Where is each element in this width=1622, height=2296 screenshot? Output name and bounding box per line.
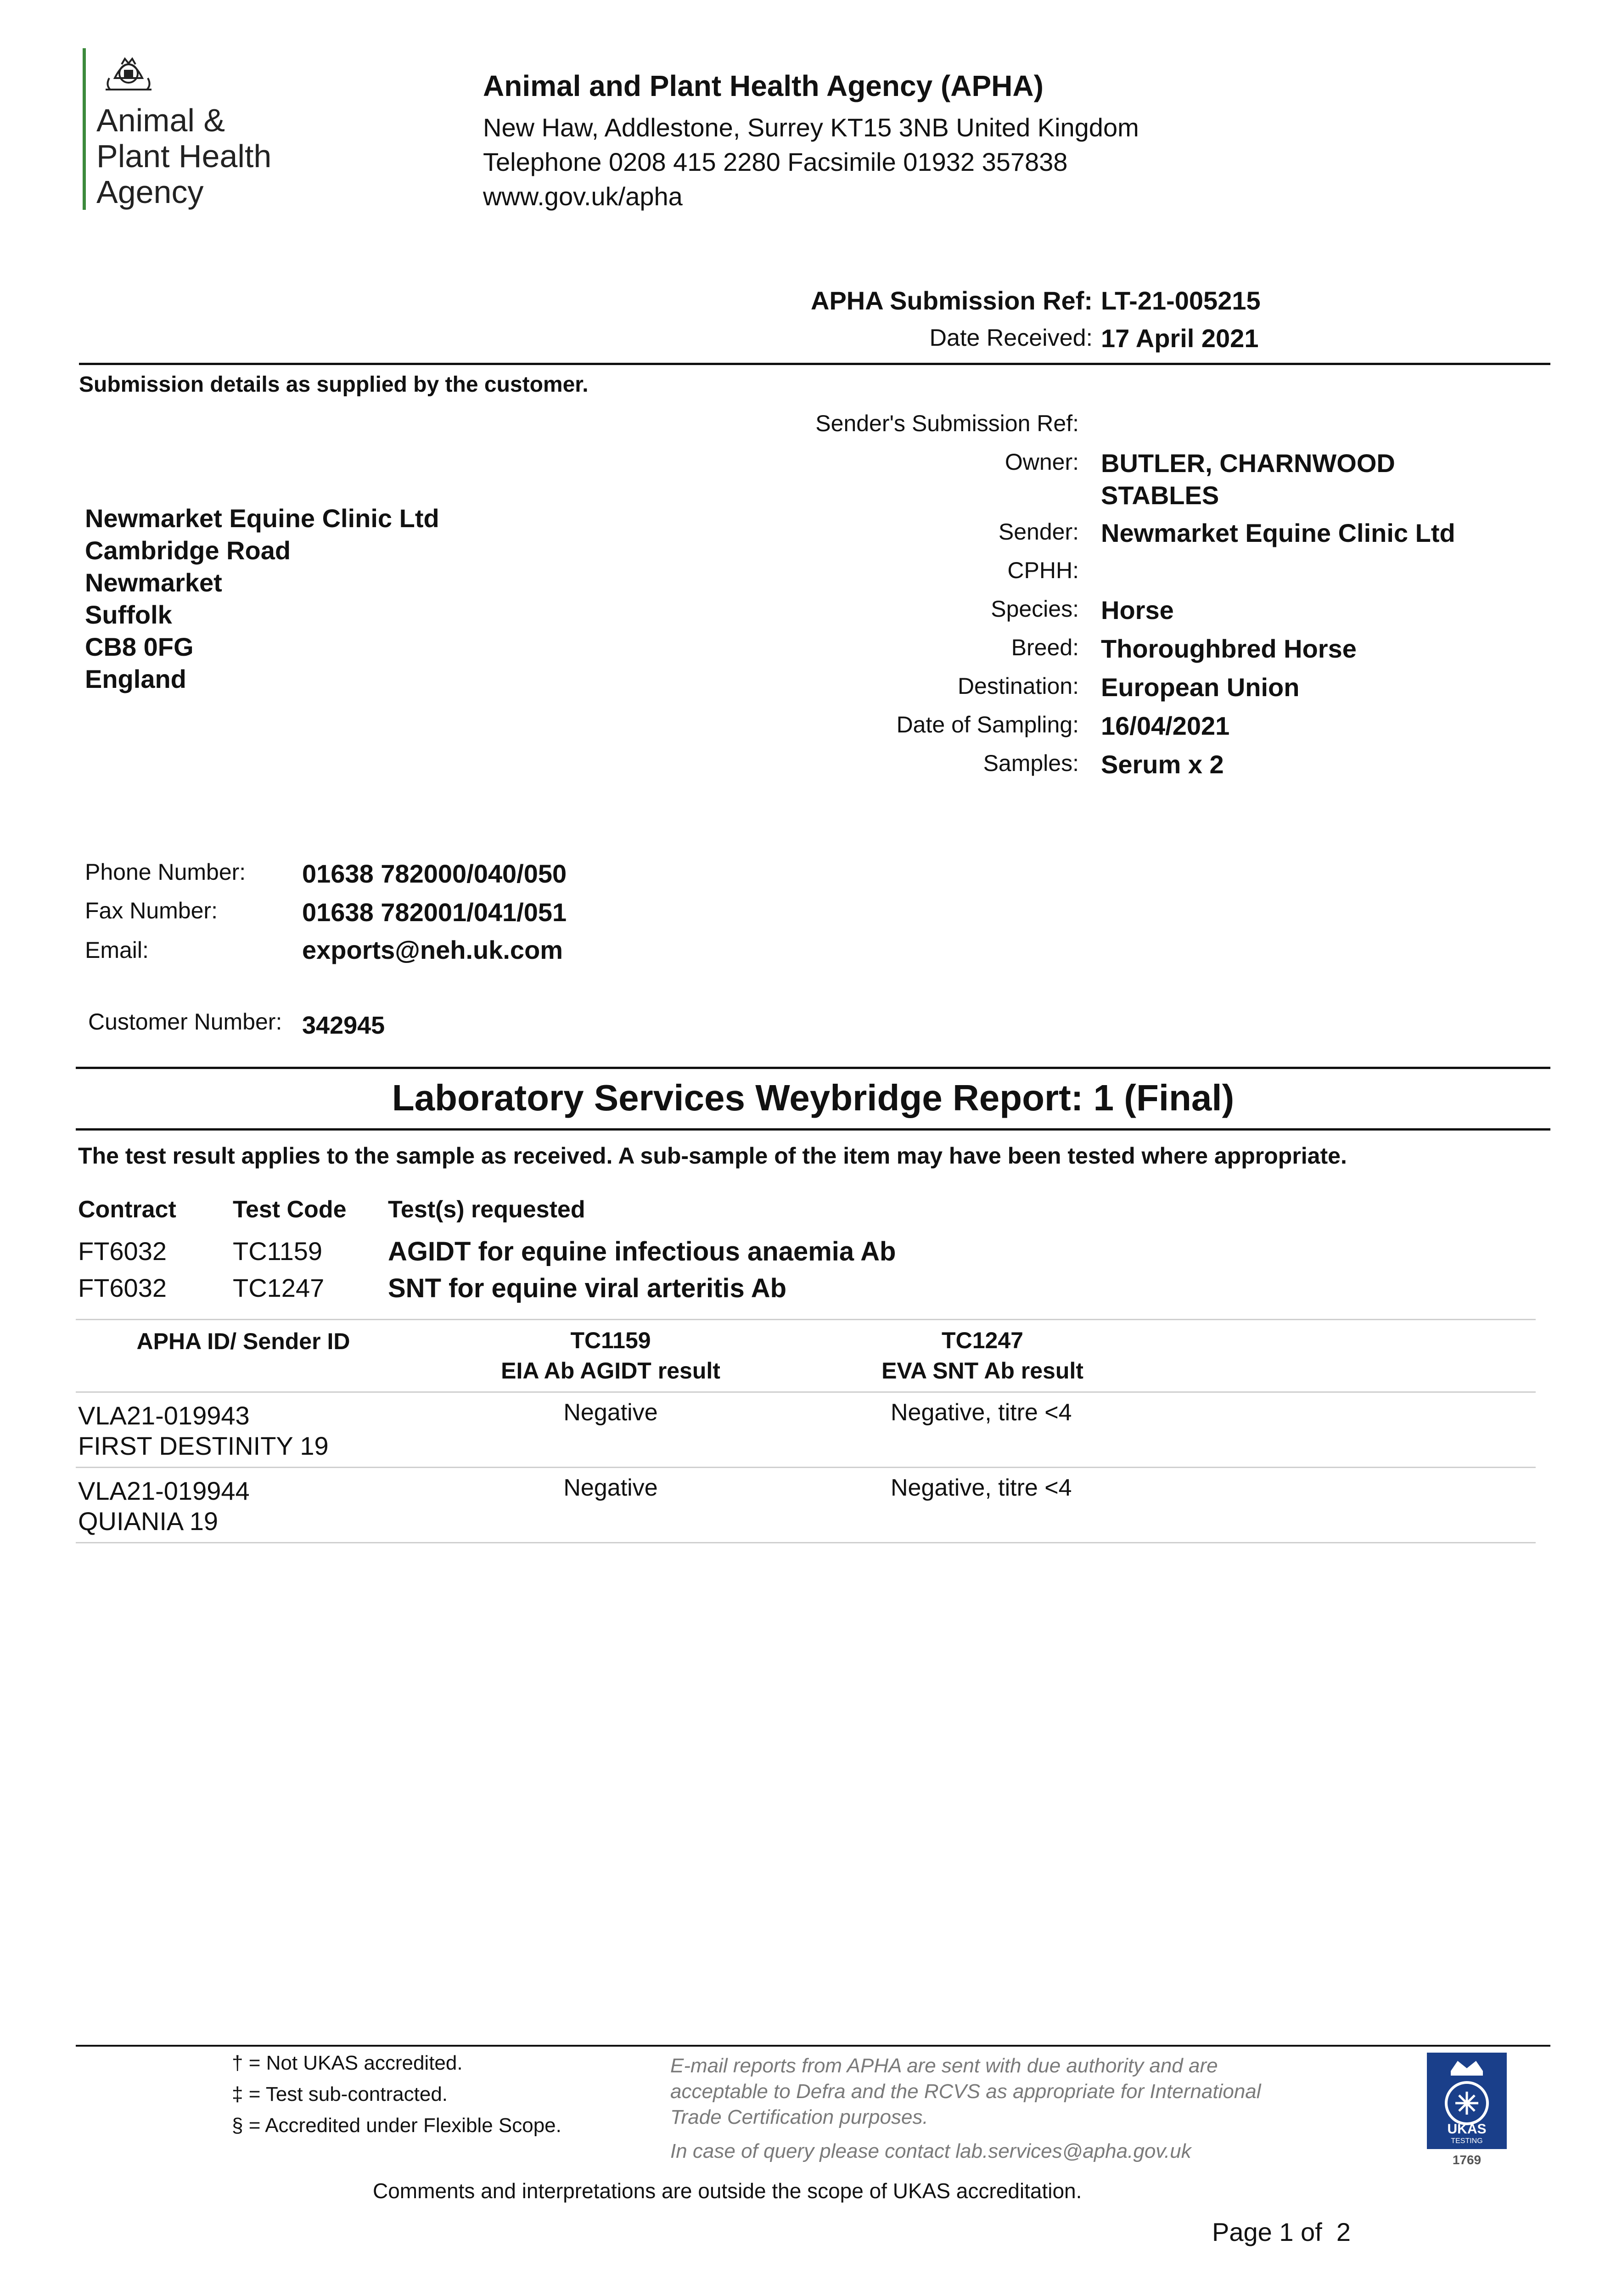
date-received-value: 17 April 2021 [1101, 324, 1259, 353]
legend-line: § = Accredited under Flexible Scope. [232, 2114, 561, 2137]
customer-number-label: Customer Number: [88, 1009, 282, 1035]
sampling-date-value: 16/04/2021 [1101, 711, 1230, 740]
test-code-cell: TC1247 [233, 1273, 325, 1302]
results-header-eia-name: EIA Ab AGIDT result [501, 1358, 720, 1384]
logo-text-line1: Animal & [96, 102, 225, 138]
ukas-text: UKAS [1447, 2122, 1487, 2137]
customer-note: Submission details as supplied by the customer. [79, 372, 589, 397]
address-line: Suffolk [85, 600, 172, 629]
rule-results-row [76, 1467, 1536, 1468]
rule-report-top [76, 1067, 1550, 1069]
customer-number-value: 342945 [302, 1012, 385, 1039]
cphh-label: CPHH: [1007, 557, 1079, 583]
rule-results-top [76, 1319, 1536, 1320]
ukas-logo [1423, 2053, 1510, 2177]
rule-results-header [76, 1391, 1536, 1393]
report-note: The test result applies to the sample as received. A sub-sample of the item may have been tested where appropriate. [78, 1143, 1347, 1169]
apha-id-cell: VLA21-019943 [78, 1401, 250, 1430]
test-requested-cell: AGIDT for equine infectious anaemia Ab [388, 1237, 896, 1266]
eia-result-cell: Negative [563, 1399, 658, 1426]
eva-result-cell: Negative, titre <4 [891, 1474, 1072, 1501]
submission-ref-value: LT-21-005215 [1101, 286, 1261, 315]
email-value: exports@neh.uk.com [302, 935, 563, 964]
address-line: England [85, 664, 186, 693]
address-line: Newmarket Equine Clinic Ltd [85, 504, 439, 533]
email-label: Email: [85, 937, 149, 963]
breed-value: Thoroughbred Horse [1101, 634, 1357, 663]
ukas-sub: TESTING [1451, 2137, 1483, 2145]
owner-value-line1: BUTLER, CHARNWOOD [1101, 449, 1395, 478]
destination-label: Destination: [957, 673, 1079, 699]
samples-label: Samples: [983, 750, 1079, 776]
species-value: Horse [1101, 596, 1174, 625]
contract-cell: FT6032 [78, 1237, 167, 1266]
owner-value-line2: STABLES [1101, 481, 1219, 510]
rule-top [79, 363, 1550, 365]
results-header-eia-code: TC1159 [570, 1328, 651, 1353]
eia-result-cell: Negative [563, 1474, 658, 1501]
report-title: Laboratory Services Weybridge Report: 1 (Final) [392, 1077, 1235, 1118]
logo-green-bar [83, 48, 86, 210]
royal-crest-icon [96, 46, 161, 96]
phone-label: Phone Number: [85, 859, 246, 885]
tests-header-requested: Test(s) requested [388, 1196, 585, 1223]
agency-website: www.gov.uk/apha [483, 182, 683, 211]
rule-report-bottom [76, 1128, 1550, 1131]
sender-id-cell: QUIANIA 19 [78, 1507, 219, 1536]
fax-value: 01638 782001/041/051 [302, 898, 567, 927]
eva-result-cell: Negative, titre <4 [891, 1399, 1072, 1426]
results-header-eva-name: EVA SNT Ab result [881, 1358, 1083, 1384]
test-requested-cell: SNT for equine viral arteritis Ab [388, 1273, 787, 1303]
senders-ref-label: Sender's Submission Ref: [815, 411, 1079, 436]
submission-ref-label: APHA Submission Ref: [811, 286, 1093, 315]
sampling-date-label: Date of Sampling: [896, 712, 1079, 737]
destination-value: European Union [1101, 673, 1300, 702]
test-code-cell: TC1159 [233, 1237, 323, 1266]
sender-value: Newmarket Equine Clinic Ltd [1101, 518, 1455, 547]
phone-value: 01638 782000/040/050 [302, 859, 567, 888]
date-received-label: Date Received: [929, 325, 1093, 351]
address-line: CB8 0FG [85, 632, 194, 661]
comments-note: Comments and interpretations are outside the scope of UKAS accreditation. [373, 2179, 1082, 2203]
address-line: Cambridge Road [85, 536, 291, 565]
rule-footer [76, 2045, 1550, 2047]
email-note-line: acceptable to Defra and the RCVS as appropriate for International [670, 2080, 1261, 2103]
contract-cell: FT6032 [78, 1273, 167, 1302]
agency-name: Animal and Plant Health Agency (APHA) [483, 69, 1044, 102]
results-header-id: APHA ID/ Sender ID [136, 1328, 350, 1354]
fax-label: Fax Number: [85, 898, 218, 923]
legend-line: ‡ = Test sub-contracted. [232, 2083, 448, 2105]
logo-text-line3: Agency [96, 174, 204, 210]
query-note: In case of query please contact lab.services@apha.gov.uk [670, 2140, 1191, 2162]
agency-address: New Haw, Addlestone, Surrey KT15 3NB United Kingdom [483, 113, 1139, 142]
tests-header-contract: Contract [78, 1196, 176, 1223]
page-number: Page 1 of 2 [1212, 2217, 1351, 2246]
results-header-eva-code: TC1247 [942, 1328, 1023, 1353]
sender-label: Sender: [998, 519, 1079, 545]
agency-phone-fax: Telephone 0208 415 2280 Facsimile 01932 357838 [483, 147, 1068, 176]
email-note-line: Trade Certification purposes. [670, 2106, 928, 2128]
owner-label: Owner: [1005, 449, 1079, 475]
samples-value: Serum x 2 [1101, 750, 1224, 779]
rule-results-bottom [76, 1542, 1536, 1543]
apha-id-cell: VLA21-019944 [78, 1476, 250, 1505]
logo-text-line2: Plant Health [96, 138, 272, 174]
sender-id-cell: FIRST DESTINITY 19 [78, 1431, 329, 1460]
legend-line: † = Not UKAS accredited. [232, 2052, 463, 2074]
email-note-line: E-mail reports from APHA are sent with due authority and are [670, 2054, 1218, 2077]
species-label: Species: [991, 596, 1079, 622]
ukas-number: 1769 [1452, 2153, 1482, 2167]
tests-header-test-code: Test Code [233, 1196, 347, 1223]
breed-label: Breed: [1011, 635, 1079, 660]
address-line: Newmarket [85, 568, 222, 597]
